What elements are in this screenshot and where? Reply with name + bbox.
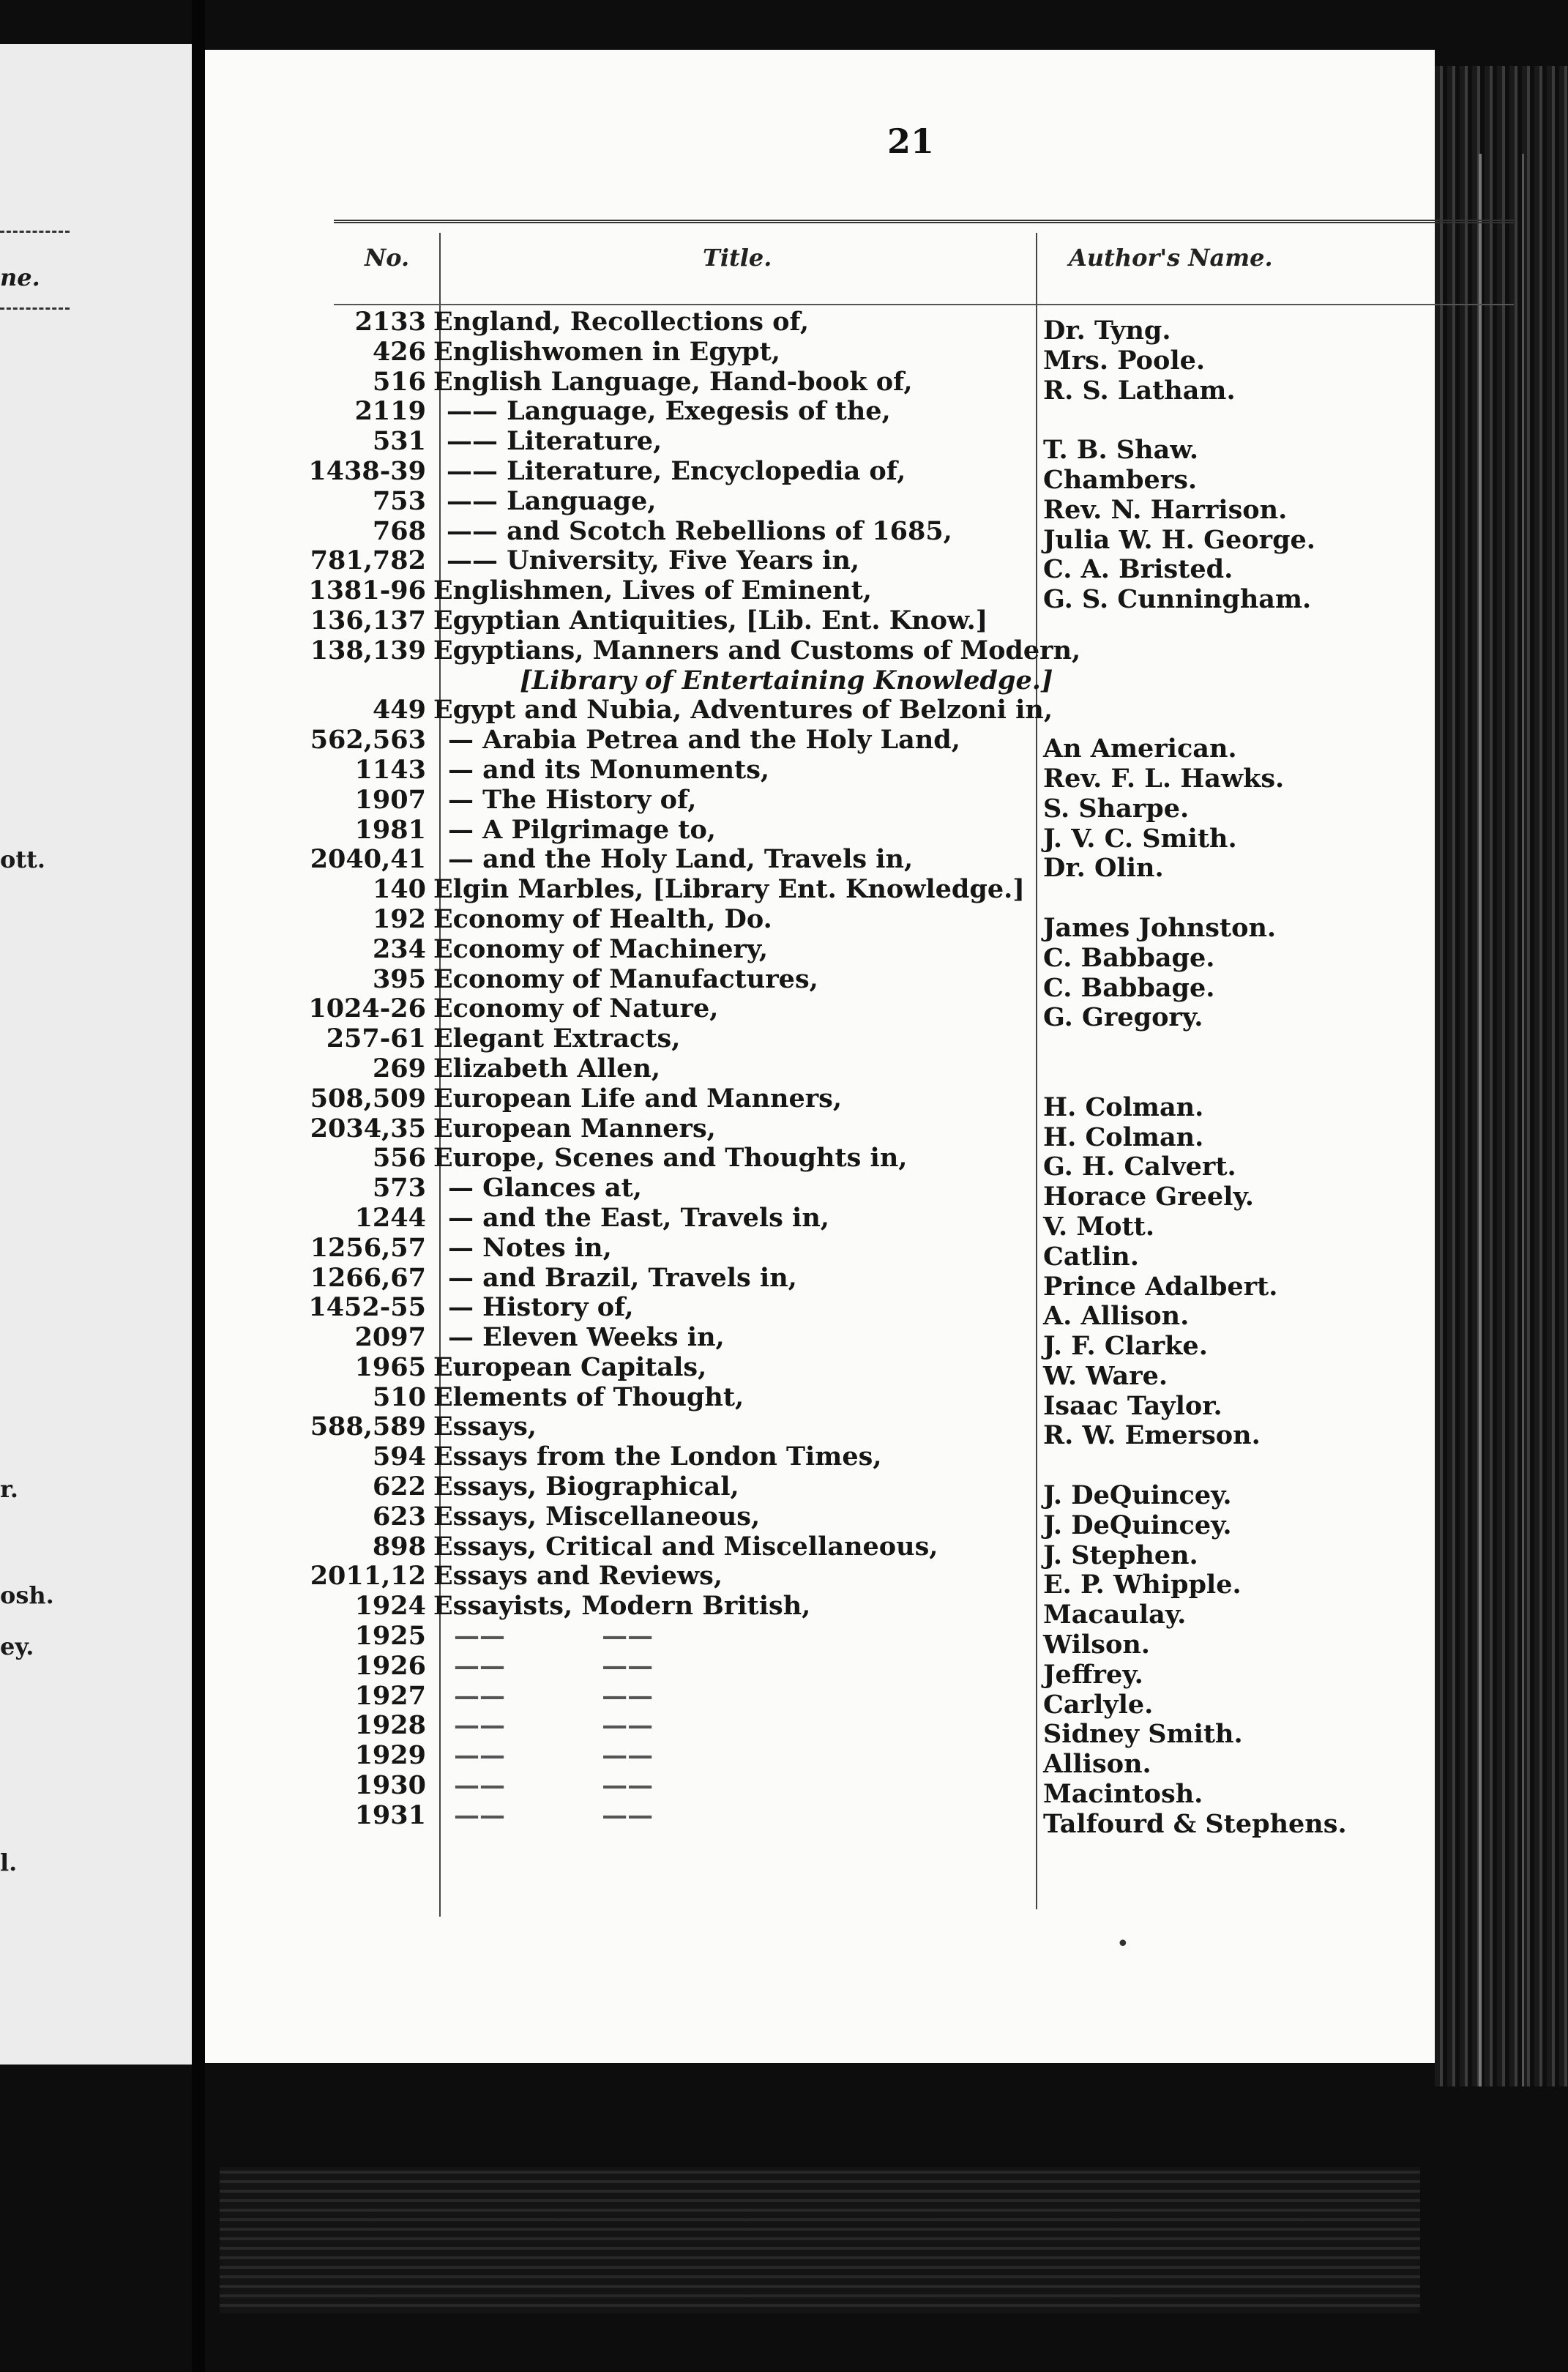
entry-number: 1452-55 (308, 1292, 426, 1323)
entry-title: Essays, Biographical, (433, 1472, 739, 1502)
entry-title: Elgin Marbles, [Library Ent. Knowledge.] (433, 874, 1025, 905)
entry-title: Economy of Manufactures, (433, 963, 818, 994)
entry-number: 1256,57 (310, 1232, 426, 1263)
table-row (205, 1351, 1435, 1391)
table-row (205, 366, 1435, 406)
entry-author: V. Mott. (1043, 1211, 1155, 1242)
entry-title: —— and Scotch Rebellions of 1685, (447, 515, 952, 546)
entry-title: — The History of, (448, 784, 697, 815)
entry-number: 508,509 (310, 1083, 426, 1114)
entry-title: — and its Monuments, (448, 754, 770, 785)
entry-author: Wilson. (1043, 1630, 1150, 1660)
table-row (205, 666, 1435, 696)
table-row (205, 1381, 1435, 1421)
table-row (205, 725, 1435, 764)
entry-author: Prince Adalbert. (1043, 1271, 1278, 1302)
entry-title: Essays, Miscellaneous, (433, 1501, 761, 1532)
entry-title: European Capitals, (433, 1351, 707, 1382)
entry-title: — Notes in, (448, 1232, 612, 1263)
table-row (205, 993, 1435, 1033)
entry-number: 623 (372, 1501, 426, 1532)
entry-number: 1930 (354, 1770, 426, 1801)
table-row (205, 636, 1435, 666)
entry-number: 1143 (354, 754, 426, 785)
entry-title: — and Brazil, Travels in, (448, 1262, 797, 1293)
catalog-page (205, 50, 1435, 2063)
entry-author: H. Colman. (1043, 1122, 1204, 1152)
table-row (205, 575, 1435, 615)
entry-title: — and the Holy Land, Travels in, (448, 844, 914, 875)
entry-title: European Life and Manners, (433, 1083, 843, 1114)
entry-author: Isaac Taylor. (1043, 1390, 1222, 1421)
entry-number: 768 (372, 515, 426, 546)
table-row (205, 1740, 1435, 1780)
entry-title: Essays from the London Times, (433, 1442, 882, 1472)
entry-number: 1924 (354, 1591, 426, 1622)
table-row (205, 1621, 1435, 1660)
page-stack-shadow (220, 2167, 1420, 2313)
entry-number: 622 (372, 1472, 426, 1502)
entry-title: —— —— (454, 1799, 654, 1830)
table-row (205, 1799, 1435, 1839)
entry-title: — Eleven Weeks in, (448, 1322, 725, 1353)
entry-author: Macaulay. (1043, 1600, 1187, 1630)
entry-author: R. S. Latham. (1043, 375, 1236, 406)
entry-number: 138,139 (310, 635, 426, 665)
table-row (205, 1202, 1435, 1242)
entry-title: Economy of Health, Do. (433, 903, 772, 934)
table-row (205, 754, 1435, 794)
fragment-header: ne. (0, 264, 40, 291)
entry-number: 898 (372, 1531, 426, 1562)
table-row (205, 1561, 1435, 1600)
entry-author: S. Sharpe. (1043, 793, 1190, 824)
entry-title: England, Recollections of, (433, 307, 810, 337)
table-row (205, 1143, 1435, 1182)
entry-number: 588,589 (310, 1411, 426, 1442)
entry-author: Jeffrey. (1043, 1659, 1143, 1690)
table-row (205, 336, 1435, 376)
table-row (205, 1680, 1435, 1720)
entry-title: Essays, (433, 1411, 537, 1442)
entry-number: 2119 (354, 396, 426, 427)
table-row (205, 1083, 1435, 1122)
entry-author: Julia W. H. George. (1043, 524, 1315, 555)
entry-title: —— —— (454, 1680, 654, 1711)
table-row (205, 1113, 1435, 1152)
table-row (205, 307, 1435, 346)
entry-title: — History of, (448, 1292, 634, 1323)
table-row (205, 695, 1435, 726)
entry-number: 531 (372, 426, 426, 457)
entry-number: 510 (372, 1381, 426, 1412)
entry-number: 1024-26 (308, 993, 426, 1024)
entry-title: European Manners, (433, 1113, 716, 1144)
table-row (205, 1292, 1435, 1332)
table-row (205, 426, 1435, 466)
entry-author: Chambers. (1043, 464, 1198, 495)
table-row (205, 455, 1435, 495)
entry-author: Dr. Olin. (1043, 853, 1164, 884)
table-row (205, 1591, 1435, 1630)
table-row (205, 1650, 1435, 1690)
entry-number: 234 (372, 933, 426, 964)
entry-number: 1907 (354, 784, 426, 815)
table-row (205, 1054, 1435, 1084)
entry-title: Elements of Thought, (433, 1381, 744, 1412)
entry-number: 781,782 (310, 545, 426, 576)
table-row (205, 1710, 1435, 1750)
entry-author: R. W. Emerson. (1043, 1420, 1261, 1451)
entry-number: 2133 (354, 307, 426, 337)
book-spine (192, 0, 205, 2372)
entry-number: 1244 (354, 1202, 426, 1233)
table-row (205, 1173, 1435, 1212)
entry-author: G. Gregory. (1043, 1002, 1203, 1033)
fragment-text: osh. (0, 1581, 54, 1609)
entry-author: Rev. F. L. Hawks. (1043, 763, 1285, 794)
entry-number: 269 (372, 1053, 426, 1084)
table-row (205, 1322, 1435, 1362)
entry-title: Essays and Reviews, (433, 1561, 723, 1592)
entry-title: Egyptian Antiquities, [Lib. Ent. Know.] (433, 605, 988, 635)
table-row (205, 1472, 1435, 1511)
entry-author: G. H. Calvert. (1043, 1152, 1236, 1182)
table-row (205, 784, 1435, 824)
entry-number: 2011,12 (310, 1561, 426, 1592)
entry-number: 257-61 (326, 1023, 426, 1054)
entry-author: T. B. Shaw. (1043, 435, 1199, 466)
entry-title: Egyptians, Manners and Customs of Modern, (433, 635, 1081, 665)
table-row (205, 875, 1435, 905)
entry-author: J. V. C. Smith. (1043, 823, 1237, 854)
entry-author: Dr. Tyng. (1043, 316, 1171, 346)
entry-number: 573 (372, 1173, 426, 1204)
table-row (205, 1024, 1435, 1054)
fragment-text: r. (0, 1475, 19, 1503)
table-row (205, 1411, 1435, 1451)
table-row (205, 606, 1435, 636)
table-row (205, 545, 1435, 585)
entry-title: Elegant Extracts, (433, 1023, 681, 1054)
page-number: 21 (886, 122, 934, 161)
entry-title: —— Language, (447, 485, 657, 516)
entry-author: E. P. Whipple. (1043, 1570, 1242, 1600)
entry-number: 2040,41 (310, 844, 426, 875)
entry-title: Economy of Machinery, (433, 933, 769, 964)
entry-number: 426 (372, 336, 426, 367)
entry-title: Englishmen, Lives of Eminent, (433, 575, 872, 606)
entry-author: C. Babbage. (1043, 972, 1215, 1003)
entry-title: English Language, Hand-book of, (433, 366, 913, 397)
entry-author: G. S. Cunningham. (1043, 584, 1312, 615)
entry-number: 1927 (354, 1680, 426, 1711)
entry-title: —— —— (454, 1740, 654, 1771)
entry-title: Elizabeth Allen, (433, 1053, 661, 1084)
entry-author: J. Stephen. (1043, 1540, 1198, 1570)
entry-author: C. A. Bristed. (1043, 554, 1233, 585)
entry-author: Carlyle. (1043, 1689, 1154, 1720)
table-row (205, 814, 1435, 854)
page-mark: • (1116, 1931, 1130, 1957)
entry-number: 1965 (354, 1351, 426, 1382)
entry-title: —— —— (454, 1621, 654, 1652)
entry-title: Essayists, Modern British, (433, 1591, 811, 1622)
entry-author: J. F. Clarke. (1043, 1331, 1208, 1362)
table-row (205, 1531, 1435, 1570)
entry-title: —— University, Five Years in, (447, 545, 860, 576)
fragment-text: ey. (0, 1633, 34, 1660)
entry-author: H. Colman. (1043, 1092, 1204, 1122)
entry-author: Mrs. Poole. (1043, 345, 1206, 376)
header-rule-fragment (0, 231, 70, 233)
entry-title: Englishwomen in Egypt, (433, 336, 780, 367)
entry-number: 516 (372, 366, 426, 397)
column-header-author: Author's Name. (1069, 244, 1273, 272)
entry-title: — Glances at, (448, 1173, 642, 1204)
entry-title: — Arabia Petrea and the Holy Land, (448, 725, 960, 756)
entry-number: 1266,67 (310, 1262, 426, 1293)
entry-title: — and the East, Travels in, (448, 1202, 829, 1233)
fragment-text: ott. (0, 846, 46, 873)
entry-title: [Library of Entertaining Knowledge.] (520, 665, 1053, 695)
subheader-rule (334, 304, 1514, 305)
entry-author: J. DeQuincey. (1043, 1480, 1232, 1511)
subheader-rule-fragment (0, 307, 70, 310)
table-row (205, 903, 1435, 943)
entry-title: Essays, Critical and Miscellaneous, (433, 1531, 938, 1562)
entry-number: 1929 (354, 1740, 426, 1771)
page-edges (1435, 66, 1568, 2086)
entry-number: 449 (372, 695, 426, 726)
fragment-text: l. (0, 1849, 18, 1876)
entry-author: An American. (1043, 734, 1237, 764)
entry-number: 395 (372, 963, 426, 994)
entry-number: 1928 (354, 1710, 426, 1741)
column-header-title: Title. (703, 244, 772, 272)
facing-page-fragment (0, 44, 192, 2065)
table-row (205, 1232, 1435, 1272)
table-row (205, 1501, 1435, 1540)
entry-author: Catlin. (1043, 1241, 1139, 1272)
entry-author: Allison. (1043, 1749, 1151, 1780)
table-row (205, 515, 1435, 555)
column-header-no: No. (365, 244, 410, 272)
entry-number: 136,137 (310, 605, 426, 635)
header-rule (334, 220, 1514, 223)
entry-number: 2034,35 (310, 1113, 426, 1144)
table-row (205, 933, 1435, 973)
table-row (205, 1770, 1435, 1810)
entry-title: —— —— (454, 1770, 654, 1801)
entry-title: — A Pilgrimage to, (448, 814, 716, 845)
entry-author: J. DeQuincey. (1043, 1510, 1232, 1540)
entry-title: —— —— (454, 1650, 654, 1681)
entry-title: —— Literature, (447, 426, 662, 457)
entry-author: A. Allison. (1043, 1301, 1190, 1332)
entry-author: Macintosh. (1043, 1779, 1203, 1810)
entry-author: W. Ware. (1043, 1360, 1168, 1391)
entry-number: 753 (372, 485, 426, 516)
entry-number: 2097 (354, 1322, 426, 1353)
table-row (205, 397, 1435, 427)
entry-author: Sidney Smith. (1043, 1719, 1243, 1750)
entry-author: C. Babbage. (1043, 942, 1215, 973)
entry-author: Rev. N. Harrison. (1043, 494, 1288, 525)
table-row (205, 844, 1435, 884)
entry-author: Talfourd & Stephens. (1043, 1808, 1347, 1839)
entry-number: 1981 (354, 814, 426, 845)
catalog-table (205, 307, 1435, 1839)
table-row (205, 963, 1435, 1003)
entry-title: Egypt and Nubia, Adventures of Belzoni in, (433, 695, 1053, 726)
entry-number: 562,563 (310, 725, 426, 756)
table-row (205, 1262, 1435, 1302)
table-row (205, 485, 1435, 525)
entry-number: 1925 (354, 1621, 426, 1652)
entry-number: 192 (372, 903, 426, 934)
entry-title: Europe, Scenes and Thoughts in, (433, 1143, 908, 1174)
entry-title: —— —— (454, 1710, 654, 1741)
entry-number: 1931 (354, 1799, 426, 1830)
entry-author: James Johnston. (1043, 912, 1277, 943)
table-row (205, 1442, 1435, 1472)
entry-title: —— Literature, Encyclopedia of, (447, 455, 906, 486)
entry-author: Horace Greely. (1043, 1182, 1254, 1212)
entry-number: 1381-96 (308, 575, 426, 606)
entry-number: 556 (372, 1143, 426, 1174)
entry-number: 1438-39 (308, 455, 426, 486)
entry-number: 594 (372, 1442, 426, 1472)
entry-number: 1926 (354, 1650, 426, 1681)
entry-title: —— Language, Exegesis of the, (447, 396, 891, 427)
entry-title: Economy of Nature, (433, 993, 719, 1024)
entry-number: 140 (372, 874, 426, 905)
